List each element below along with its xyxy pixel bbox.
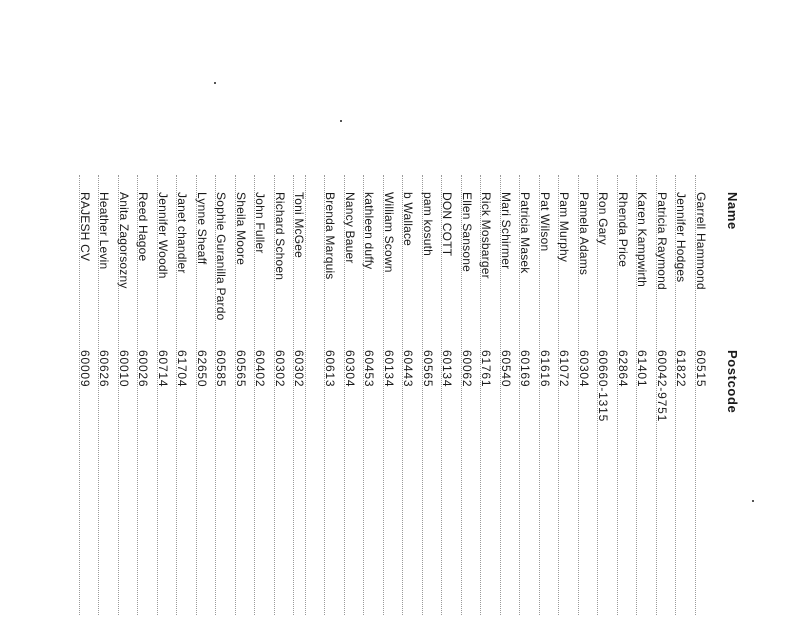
entry-postcode: 60062 xyxy=(460,350,474,388)
list-item xyxy=(478,0,496,618)
list-item xyxy=(439,0,457,618)
list-item xyxy=(322,0,340,618)
entry-postcode: 60302 xyxy=(292,350,307,388)
list-item xyxy=(497,0,515,618)
list-item xyxy=(341,0,359,618)
column-header-postcode: Postcode xyxy=(725,350,740,414)
list-item xyxy=(251,0,269,618)
entry-name: DON COTT xyxy=(440,192,455,257)
entry-name: Anita Zagorsozny xyxy=(116,192,131,289)
entry-name: Toni McGee xyxy=(292,192,307,259)
list-item xyxy=(575,0,593,618)
entry-name: Patricia Raymond xyxy=(655,192,669,290)
entry-name: Ron Gary xyxy=(596,192,611,245)
entry-name: Karen Kampwirth xyxy=(635,192,650,288)
list-item xyxy=(95,0,113,618)
entry-name: kathleen duffy xyxy=(362,192,377,270)
entry-postcode: 60626 xyxy=(97,350,112,388)
list-item xyxy=(634,0,652,618)
entry-postcode: 60714 xyxy=(155,350,170,388)
list-item xyxy=(400,0,418,618)
list-item xyxy=(419,0,437,618)
list-item xyxy=(458,0,476,618)
entry-postcode: 61822 xyxy=(674,350,689,388)
entry-postcode: 61704 xyxy=(175,350,190,388)
entry-name: Jennifer Hodges xyxy=(674,192,689,283)
list-item xyxy=(517,0,535,618)
entry-postcode: 60009 xyxy=(77,350,92,388)
entry-name: Reed Hagoe xyxy=(136,192,151,262)
entry-name: Patricia Masek xyxy=(518,192,533,274)
entry-name: pam kosuth xyxy=(421,192,435,257)
entry-name: Brenda Marquis xyxy=(323,192,338,280)
scan-speck xyxy=(340,120,342,122)
entry-name: b Wallace xyxy=(401,192,416,247)
list-item xyxy=(212,0,230,618)
entry-postcode: 60613 xyxy=(323,350,338,388)
entry-postcode: 60565 xyxy=(233,350,248,388)
entry-name: RAJESH CV xyxy=(77,192,92,262)
list-item xyxy=(595,0,613,618)
entry-name: Nancy Bauer xyxy=(343,192,357,264)
list-item xyxy=(154,0,172,618)
list-item xyxy=(134,0,152,618)
entry-name: Mari Schirmer xyxy=(499,192,513,270)
entry-postcode: 60660-1315 xyxy=(596,350,611,423)
entry-name: Garrell Hammond xyxy=(694,192,708,290)
entry-postcode: 61616 xyxy=(538,350,552,388)
entry-name: Rhenda Price xyxy=(616,192,630,268)
entry-postcode: 60304 xyxy=(343,350,357,388)
entry-postcode: 60515 xyxy=(694,350,708,388)
entry-postcode: 61761 xyxy=(479,350,494,388)
list-item xyxy=(290,0,308,618)
list-item xyxy=(614,0,632,618)
entry-name: John Fuller xyxy=(253,192,268,254)
list-item xyxy=(692,0,710,618)
entry-postcode: 60402 xyxy=(253,350,268,388)
entry-postcode: 60134 xyxy=(382,350,396,388)
entry-postcode: 60026 xyxy=(136,350,151,388)
entry-postcode: 60304 xyxy=(577,350,591,388)
entry-postcode: 60565 xyxy=(421,350,435,388)
list-item xyxy=(271,0,289,618)
entry-postcode: 61072 xyxy=(557,350,572,388)
entry-postcode: 60443 xyxy=(401,350,416,388)
list-item xyxy=(673,0,691,618)
column-header-name: Name xyxy=(725,192,740,230)
entry-name: Rick Mosbarger xyxy=(479,192,494,279)
entry-name: Richard Schoen xyxy=(272,192,287,281)
list-item xyxy=(232,0,250,618)
scan-speck xyxy=(752,500,754,502)
entry-name: Sophie Guranilla Pardo xyxy=(214,192,229,321)
entry-postcode: 60134 xyxy=(440,350,455,388)
entry-name: Pamela Adams xyxy=(577,192,591,276)
entry-name: Sheila Moore xyxy=(233,192,248,266)
list-item xyxy=(536,0,554,618)
list-item xyxy=(193,0,211,618)
list-item xyxy=(556,0,574,618)
entry-postcode: 60540 xyxy=(499,350,513,388)
entry-postcode: 60042-9751 xyxy=(655,350,669,423)
entry-postcode: 62864 xyxy=(616,350,630,388)
entry-name: Ellen Sansone xyxy=(460,192,474,272)
entry-name: Lynne Sheaff xyxy=(194,192,209,265)
entry-name: William Scown xyxy=(382,192,396,273)
entry-name: Pat Wilson xyxy=(538,192,552,252)
entry-postcode: 60585 xyxy=(214,350,229,388)
entry-postcode: 61401 xyxy=(635,350,650,388)
list-item xyxy=(115,0,133,618)
entry-name: Jennifer Woodh xyxy=(155,192,170,279)
entry-postcode: 60169 xyxy=(518,350,533,388)
list-item xyxy=(653,0,671,618)
scan-speck xyxy=(214,82,216,84)
entry-postcode: 60453 xyxy=(362,350,377,388)
list-item xyxy=(361,0,379,618)
entry-name: Janet chandler xyxy=(175,192,190,274)
list-item xyxy=(380,0,398,618)
entry-name: Heather Levin xyxy=(97,192,112,270)
entry-name: Pam Murphy xyxy=(557,192,572,263)
entry-postcode: 60302 xyxy=(272,350,287,388)
list-item xyxy=(76,0,94,618)
entry-postcode: 60010 xyxy=(116,350,131,388)
list-item xyxy=(173,0,191,618)
entry-postcode: 62650 xyxy=(194,350,209,388)
